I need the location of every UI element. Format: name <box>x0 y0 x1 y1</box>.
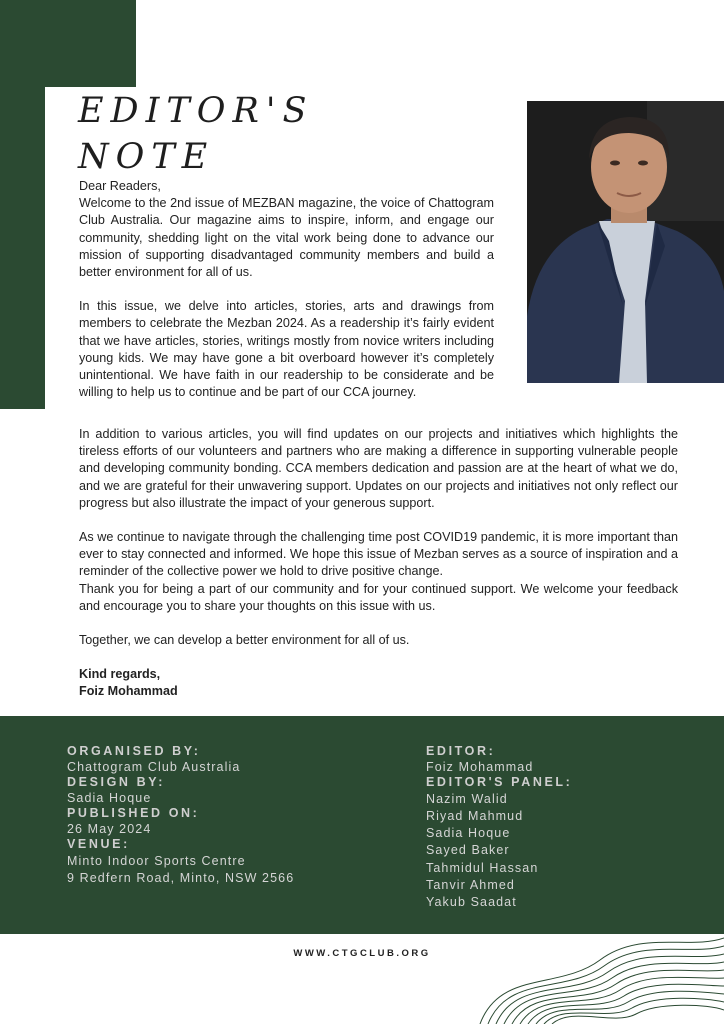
published-label: PUBLISHED ON: <box>67 806 200 820</box>
panel-member: Tanvir Ahmed <box>426 877 515 892</box>
paragraph-5: Thank you for being a part of our community and for your continued support. We welcome your feedback and encourage you to share your thoughts on this issue with us. <box>79 581 678 613</box>
credits-footer <box>0 716 724 934</box>
published-value: 26 May 2024 <box>67 821 152 836</box>
editor-photo <box>527 101 724 383</box>
paragraph-2: In this issue, we delve into articles, stories, arts and drawings from members to celebrate the Mezban 2024. As a readership it’s fairly evident that we have articles, stories, writings mostly from novice writers including young kids. We may have gone a bit overboard however it’s completely unintentional. We have faith in our readership to be considerate and be willing to help us to continue and be part of our CCA journey. <box>79 299 494 400</box>
panel-member: Sayed Baker <box>426 843 510 858</box>
title-line-1: EDITOR'S <box>78 91 314 131</box>
green-accent-left <box>0 87 45 409</box>
paragraph-1: Welcome to the 2nd issue of MEZBAN magazine, the voice of Chattogram Club Australia. Our magazine aims to inspire, inform, and engage our community, shedding light on the vital work being done to advance our mission of supporting disadvantaged community members and build a better environment for all of us. <box>79 196 494 280</box>
design-label: DESIGN BY: <box>67 775 165 789</box>
green-accent-top <box>0 0 136 87</box>
salutation: Dear Readers, <box>79 179 161 193</box>
panel-member: Riyad Mahmud <box>426 808 524 823</box>
website-link[interactable]: WWW.CTGCLUB.ORG <box>293 948 431 959</box>
panel-member: Tahmidul Hassan <box>426 860 539 875</box>
panel-label: EDITOR'S PANEL: <box>426 775 573 789</box>
paragraph-3: In addition to various articles, you will find updates on our projects and initiatives which highlights the tireless efforts of our volunteers and partners who are making a difference in supporting vulnerable people and developing community bonding. CCA members dedication and passion are at the heart of what we do, and we are grateful for their unwavering support. Updates on our projects and initiatives not only reflect our progress but also illustrate the impact of your generous support. <box>79 427 678 510</box>
organised-value: Chattogram Club Australia <box>67 759 241 774</box>
signature: Foiz Mohammad <box>79 684 178 699</box>
closing: Kind regards, <box>79 667 161 682</box>
title-line-2: NOTE <box>78 137 215 177</box>
panel-member: Sadia Hoque <box>426 826 511 841</box>
panel-member: Nazim Walid <box>426 791 508 806</box>
credits-left <box>67 744 294 887</box>
design-value: Sadia Hoque <box>67 790 152 805</box>
organised-label: ORGANISED BY: <box>67 744 201 758</box>
editors-panel-list <box>426 791 572 912</box>
panel-member: Yakub Saadat <box>426 895 517 910</box>
intro-text <box>79 178 494 401</box>
editor-label: EDITOR: <box>426 744 496 758</box>
paragraph-6: Together, we can develop a better environment for all of us. <box>79 633 410 648</box>
decorative-wave-lines <box>470 930 724 1024</box>
main-text <box>79 426 678 701</box>
venue-label: VENUE: <box>67 837 130 851</box>
editor-value: Foiz Mohammad <box>426 759 534 774</box>
venue-line-1: Minto Indoor Sports Centre <box>67 853 246 868</box>
page-title <box>78 88 313 180</box>
credits-right <box>426 744 572 912</box>
paragraph-4: As we continue to navigate through the challenging time post COVID19 pandemic, it is more important than ever to stay connected and informed. We hope this issue of Mezban serves as a source of inspiration and a reminder of the collective power we hold to drive positive change. <box>79 530 678 579</box>
venue-line-2: 9 Redfern Road, Minto, NSW 2566 <box>67 870 295 885</box>
